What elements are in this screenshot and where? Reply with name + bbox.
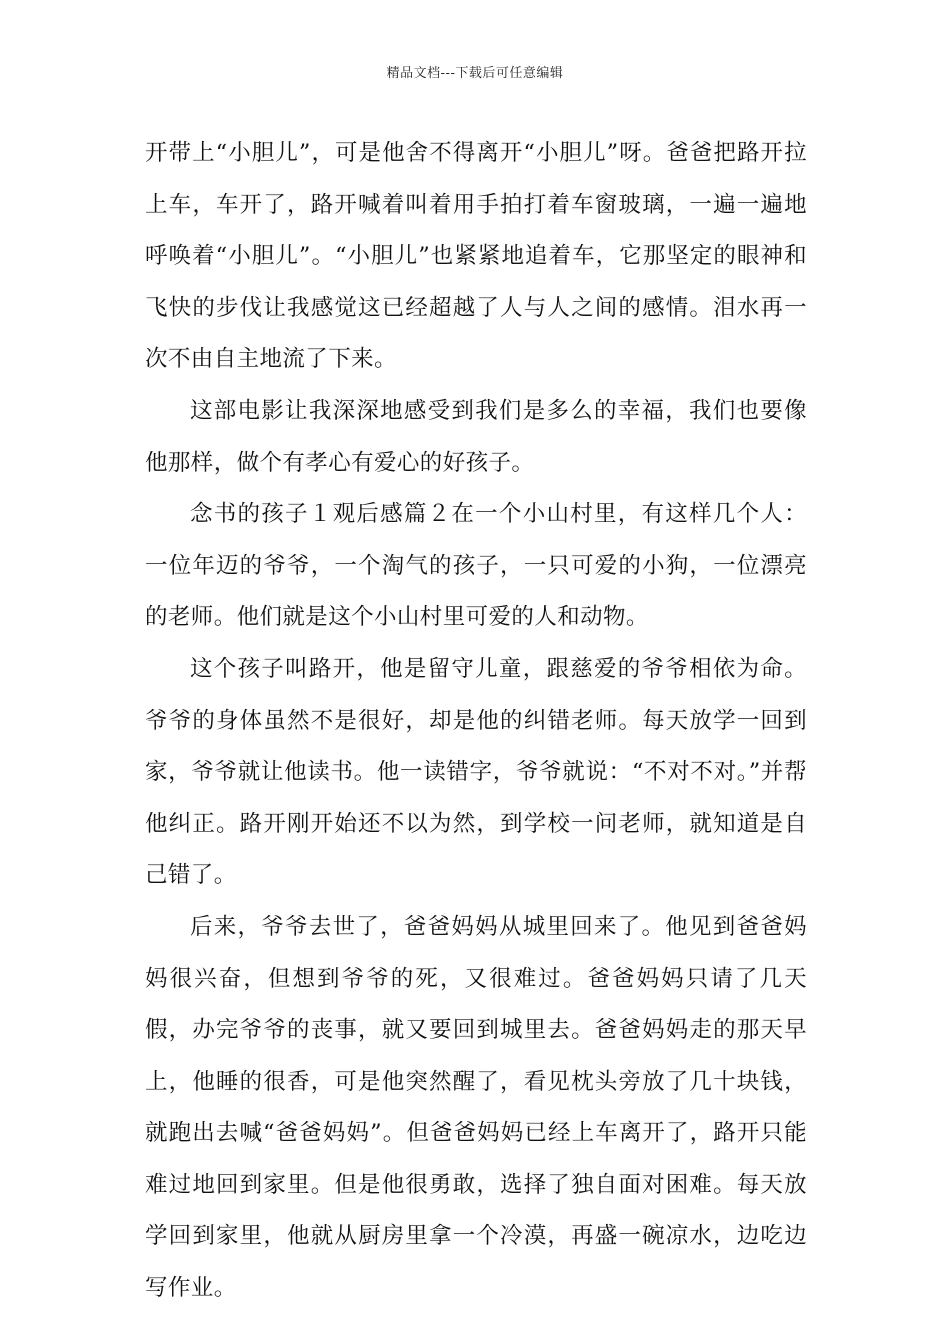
paragraph-continuation: 开带上“小胆儿”，可是他舍不得离开“小胆儿”呀。爸爸把路开拉上车，车开了，路开喊着叫着用手拍打着车窗玻璃，一遍一遍地呼唤着“小胆儿”。“小胆儿”也紧紧地追着车，它那坚定的眼神和飞快的步伐让我感觉这已经超越了人与人之间的感情。泪水再一次不由自主地流了下来。 — [145, 140, 807, 373]
document-body — [145, 128, 807, 1315]
paragraph: 后来，爷爷去世了，爸爸妈妈从城里回来了。他见到爸爸妈妈很兴奋，但想到爷爷的死，又很难过。爸爸妈妈只请了几天假，办完爷爷的丧事，就又要回到城里去。爸爸妈妈走的那天早上，他睡的很香，可是他突然醒了，看见枕头旁放了几十块钱，就跑出去喊“爸爸妈妈”。但爸爸妈妈已经上车离开了，路开只能难过地回到家里。但是他很勇敢，选择了独自面对困难。每天放学回到家里，他就从厨房里拿一个冷漠，再盛一碗凉水，边吃边写作业。 — [145, 913, 807, 1302]
paragraph: 念书的孩子１观后感篇２在一个小山村里，有这样几个人：一位年迈的爷爷，一个淘气的孩子，一只可爱的小狗，一位漂亮的老师。他们就是这个小山村里可爱的人和动物。 — [145, 501, 807, 631]
paragraph: 这部电影让我深深地感受到我们是多么的幸福，我们也要像他那样，做个有孝心有爱心的好孩子。 — [145, 397, 807, 476]
page-header: 精品文档---下载后可任意编辑 — [386, 66, 564, 81]
paragraph: 这个孩子叫路开，他是留守儿童，跟慈爱的爷爷相依为命。爷爷的身体虽然不是很好，却是他的纠错老师。每天放学一回到家，爷爷就让他读书。他一读错字，爷爷就说：“不对不对。”并帮他纠正。路开刚开始还不以为然，到学校一问老师，就知道是自己错了。 — [145, 655, 807, 889]
